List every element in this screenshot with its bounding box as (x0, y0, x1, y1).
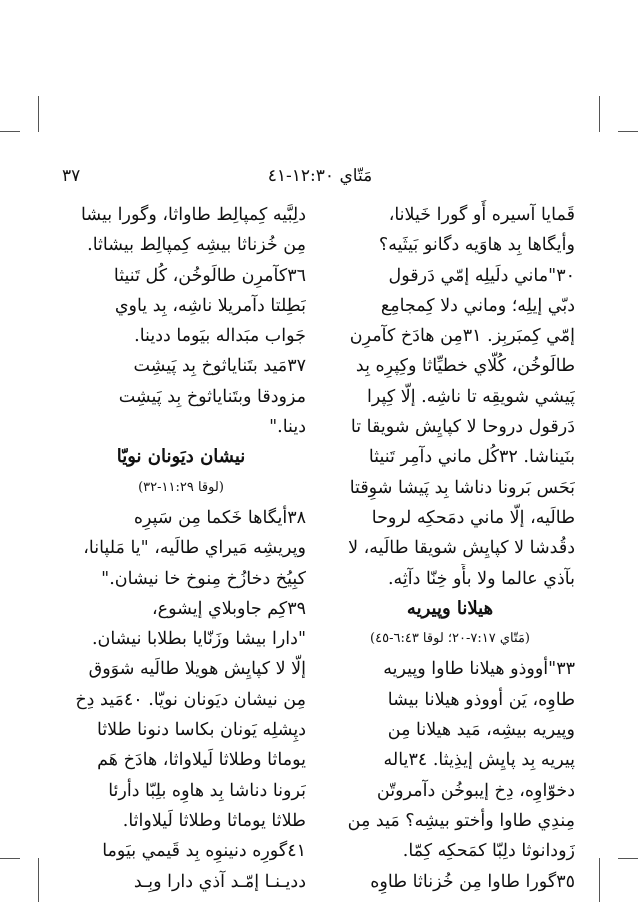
text-line: طالَيه، إلّا ماني دمَحكِه لروحا (371, 507, 575, 528)
text-line: ٣٣"أووذو هيلانا طاوا وپيريه (383, 659, 575, 680)
text-line: وأيگاها بِد هاوَيه دگانو بَيثَيه؟ (378, 235, 575, 256)
text-line: يوماثا وطلاثا لَيلاواثا، هادَخ هَم (97, 750, 306, 771)
text-line: دديـنـا إمّـد آذي دارا وبِـد (133, 871, 306, 892)
section-reference: (مَتّاي ٧:١٧-٢٠؛ لوقا ٦:٤٣-٤٥) (370, 631, 530, 647)
text-line: بَطِلتا دآمريلا ناشِه، بِد ياوي (114, 295, 306, 316)
text-line: بَحَس بَرونا دناشا بِد پَيشا شوِقتا (349, 477, 575, 498)
text-line: ٣٩كِم جاوبلاي إيشوع، (151, 598, 306, 619)
crop-mark (618, 131, 638, 132)
text-line: زَودانوثا دلِبّا كمَحكِه كِمّا. (402, 841, 575, 862)
running-head: مَتّاي ١٢:٣٠-٤١ (267, 166, 373, 186)
text-line: دخوّاوِه، دِخ إيبوخُن دآمروتّن (376, 780, 575, 801)
text-line: پَيشي شويقِه تا ناشِه. إلّا كِپرا (367, 386, 575, 407)
text-line: ٣٥گورا طاوا مِن خُزناثا طاوِه (370, 871, 575, 892)
text-line: ٣٨أيگاها خَكما مِن سَپرِه (133, 507, 306, 528)
crop-mark (0, 131, 20, 132)
section-heading: نيشان ديَونان نويّا (116, 446, 246, 468)
section-heading: هيلانا وپيريه (406, 597, 494, 619)
left-column (56, 200, 306, 897)
text-line: ٤١گورِه دنينوِه بِد قَيمي بيَوما (102, 841, 306, 862)
text-line: دلِبَّيه كِمپالِط طاواثا، وگورا بيشا (81, 205, 306, 225)
text-line: دبّي إيلِه؛ وماني دلا كِمجامِع (380, 295, 575, 316)
text-line: وپيريه بيشِه، مَيد هيلانا مِن (387, 720, 575, 741)
text-line: قَمايا آسيره أَو گورا خَيلانا، (388, 205, 575, 225)
text-line: ٣٦كآمرِن طالَوخُن، كُل تَنيثا (113, 265, 306, 286)
crop-mark (38, 96, 39, 132)
crop-mark (599, 858, 600, 902)
text-line: بَرونا دناشا بِد هاوِه بلِبّا دأرئا (108, 780, 306, 801)
text-line: ٣٠"ماني دلَيلِه إمّي دَرقول (388, 265, 575, 286)
text-line: مِندِي طاوا وأختو بيشِه؟ مَيد مِن (347, 810, 575, 831)
text-line: دقُدشا لا كپايِش شويقا طالَيه، لا (348, 538, 575, 559)
crop-mark (0, 858, 20, 859)
text-line: طالَوخُن، كُلّاي خطيِّاثا وكِپرِه بِد (355, 356, 575, 377)
text-line: مِن خُزناثا بيشِه كِمپالِط بيشاثا. (87, 235, 306, 256)
crop-mark (618, 858, 638, 859)
section-reference: (لوقا ١١:٢٩-٣٢) (138, 479, 224, 495)
text-line: دَرقول دروحا لا كپايِش شويقا تا (350, 417, 575, 438)
text-line: دپِشلِه يَونان بكاسا دنونا طلاثا (96, 720, 306, 741)
text-line: جَواب مبَداله بيَوما ددينا. (134, 326, 306, 347)
text-line: بنَيناشا. ٣٢كُل ماني دآمِر تَنيثا (368, 447, 575, 468)
text-line: پيريه بِد پايِش إيذِيثا. ٣٤ياله (383, 750, 575, 771)
crop-mark (38, 858, 39, 902)
text-line: وپريشِه مَيراي طالَيه، "يا مَلپانا، (83, 538, 306, 559)
crop-mark (599, 96, 600, 132)
page-number: ٣٧ (62, 166, 81, 186)
text-line: مِن نيشان ديَونان نويّا. ٤٠مَيد دِخ (75, 689, 306, 710)
text-line: "دارا بيشا وزَنّايا بطلابا نيشان. (91, 629, 306, 650)
right-column (325, 200, 575, 897)
text-line: إمّي كِمبَربِز. ٣١مِن هادَخ كآمرِن (349, 326, 575, 347)
text-line: إلّا لا كپايِش هويلا طالَيه شوَوق (88, 659, 306, 680)
text-line: طلاثا يوماثا وطلاثا لَيلاواثا. (122, 810, 306, 831)
text-line: كبِيُخ دخازُخ مِنوخ خا نيشان." (101, 568, 306, 589)
text-line: ٣٧مَيد بتَناياثوخ بِد پَيشِت (133, 356, 306, 377)
text-line: طاوِه، يَن أووذو هيلانا بيشا (387, 689, 575, 710)
text-line: دينا." (269, 417, 306, 438)
text-line: مزودقا وبتَناياثوخ بِد پَيشِت (118, 386, 306, 407)
text-line: بآذي عالما ولا بأَو خِنّا دآثِه. (387, 568, 575, 589)
